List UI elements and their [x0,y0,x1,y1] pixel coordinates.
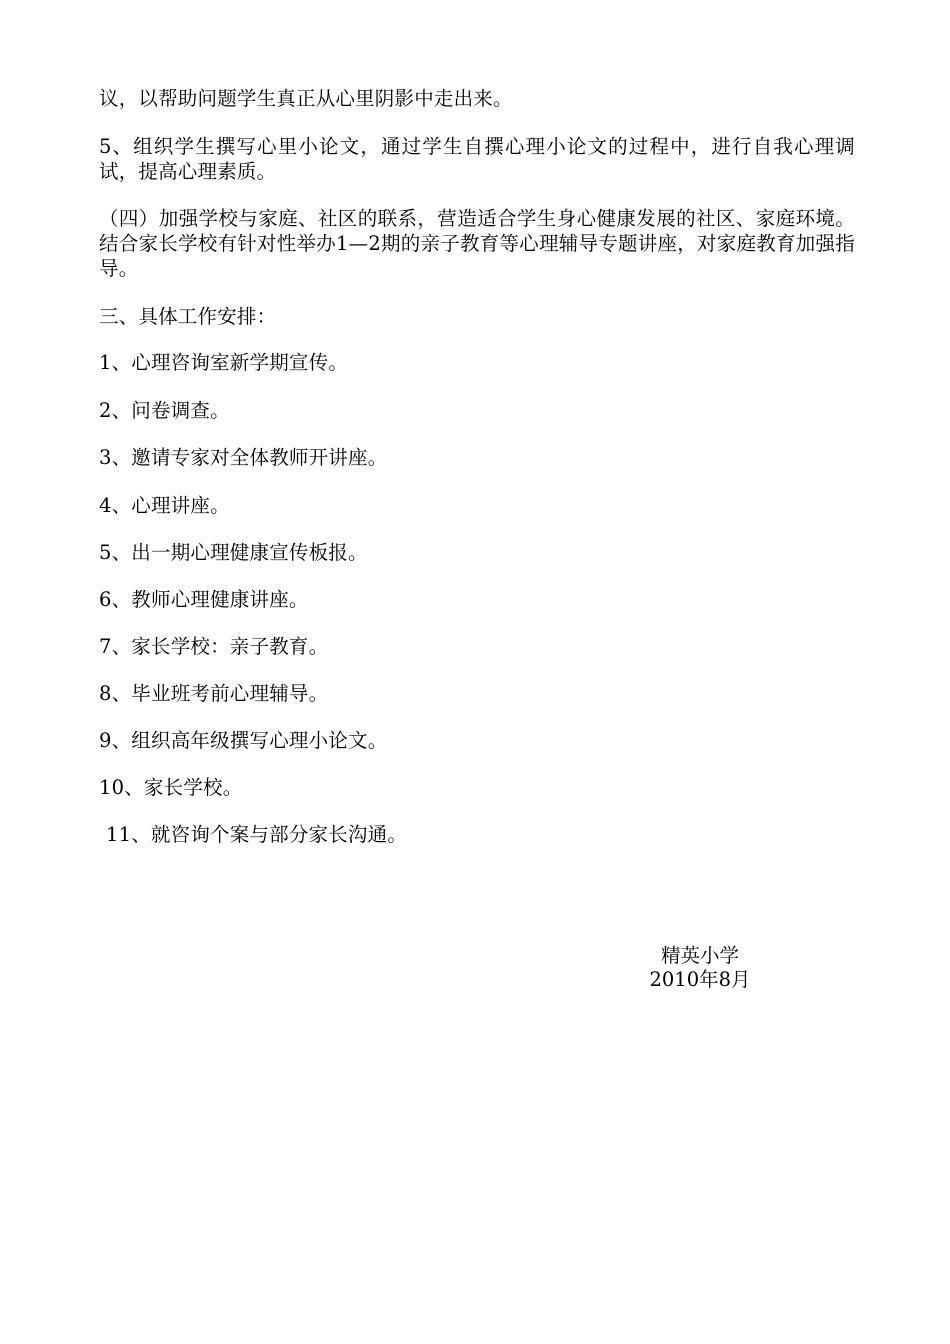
schedule-item: 1、心理咨询室新学期宣传。 [99,351,349,374]
paragraph-continuation: 议，以帮助问题学生真正从心里阴影中走出来。 [99,87,513,110]
schedule-item: 3、邀请专家对全体教师开讲座。 [99,446,388,469]
signature-date: 2010年8月 [649,968,751,991]
paragraph-item-5: 5、组织学生撰写心里小论文，通过学生自撰心理小论文的过程中，进行自我心理调试，提高心理素质。 [99,135,855,183]
schedule-item: 11、就咨询个案与部分家长沟通。 [106,823,408,846]
schedule-item: 8、毕业班考前心理辅导。 [99,682,329,705]
schedule-item: 6、教师心理健康讲座。 [99,588,309,611]
schedule-item: 4、心理讲座。 [99,494,230,517]
schedule-item: 5、出一期心理健康宣传板报。 [99,541,368,564]
schedule-item: 9、组织高年级撰写心理小论文。 [99,729,388,752]
schedule-item: 2、问卷调查。 [99,399,230,422]
schedule-item: 7、家长学校：亲子教育。 [99,635,329,658]
schedule-item: 10、家长学校。 [99,776,243,799]
section-heading-schedule: 三、具体工作安排： [99,305,277,328]
signature-organization: 精英小学 [660,944,739,967]
paragraph-section-4: （四）加强学校与家庭、社区的联系，营造适合学生身心健康发展的社区、家庭环境。结合家长学校有针对性举办1—2期的亲子教育等心理辅导专题讲座，对家庭教育加强指导。 [99,207,855,280]
